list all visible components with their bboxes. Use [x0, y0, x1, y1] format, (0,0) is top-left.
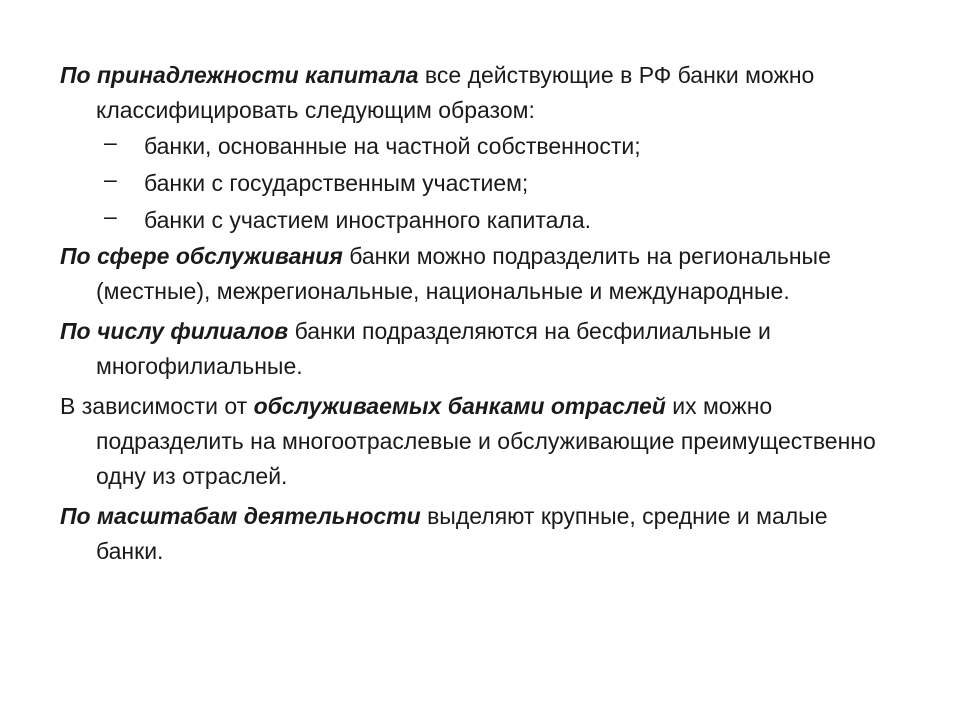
paragraph-capital-ownership — [60, 58, 900, 128]
paragraph-service-area — [60, 239, 900, 309]
dash-bullet-icon: – — [104, 203, 117, 229]
slide-content — [60, 58, 900, 569]
paragraph-emphasis: По сфере обслуживания — [60, 243, 343, 269]
paragraph-emphasis: обслуживаемых банками отраслей — [253, 393, 666, 419]
paragraph-text: банки можно подразделить на региональные (местные), межрегиональные, национальные и международные. — [96, 243, 831, 304]
paragraph-text: банки подразделяются на бесфилиальные и многофилиальные. — [96, 318, 771, 379]
paragraph-emphasis: По числу филиалов — [60, 318, 289, 344]
paragraph-lead: В зависимости от — [60, 393, 254, 419]
list-item-text: банки, основанные на частной собственности; — [144, 133, 641, 159]
paragraph-text: выделяют крупные, средние и малые банки. — [96, 503, 828, 564]
list-item-text: банки с участием иностранного капитала. — [144, 207, 592, 233]
dash-bullet-icon: – — [104, 166, 117, 192]
paragraph-text: их можно подразделить на многоотраслевые и обслуживающие преимущественно одну из отраслей. — [96, 393, 876, 489]
paragraph-emphasis: По принадлежности капитала — [60, 62, 419, 88]
list-item — [60, 165, 900, 202]
list-item — [60, 202, 900, 239]
paragraph-industries — [60, 389, 900, 494]
paragraph-scale — [60, 499, 900, 569]
list-item — [60, 128, 900, 165]
paragraph-branch-count — [60, 314, 900, 384]
paragraph-emphasis: По масштабам деятельности — [60, 503, 421, 529]
list-item-text: банки с государственным участием; — [144, 170, 529, 196]
dash-bullet-icon: – — [104, 129, 117, 155]
ownership-type-list — [60, 128, 900, 239]
paragraph-text: все действующие в РФ банки можно классифицировать следующим образом: — [96, 62, 815, 123]
